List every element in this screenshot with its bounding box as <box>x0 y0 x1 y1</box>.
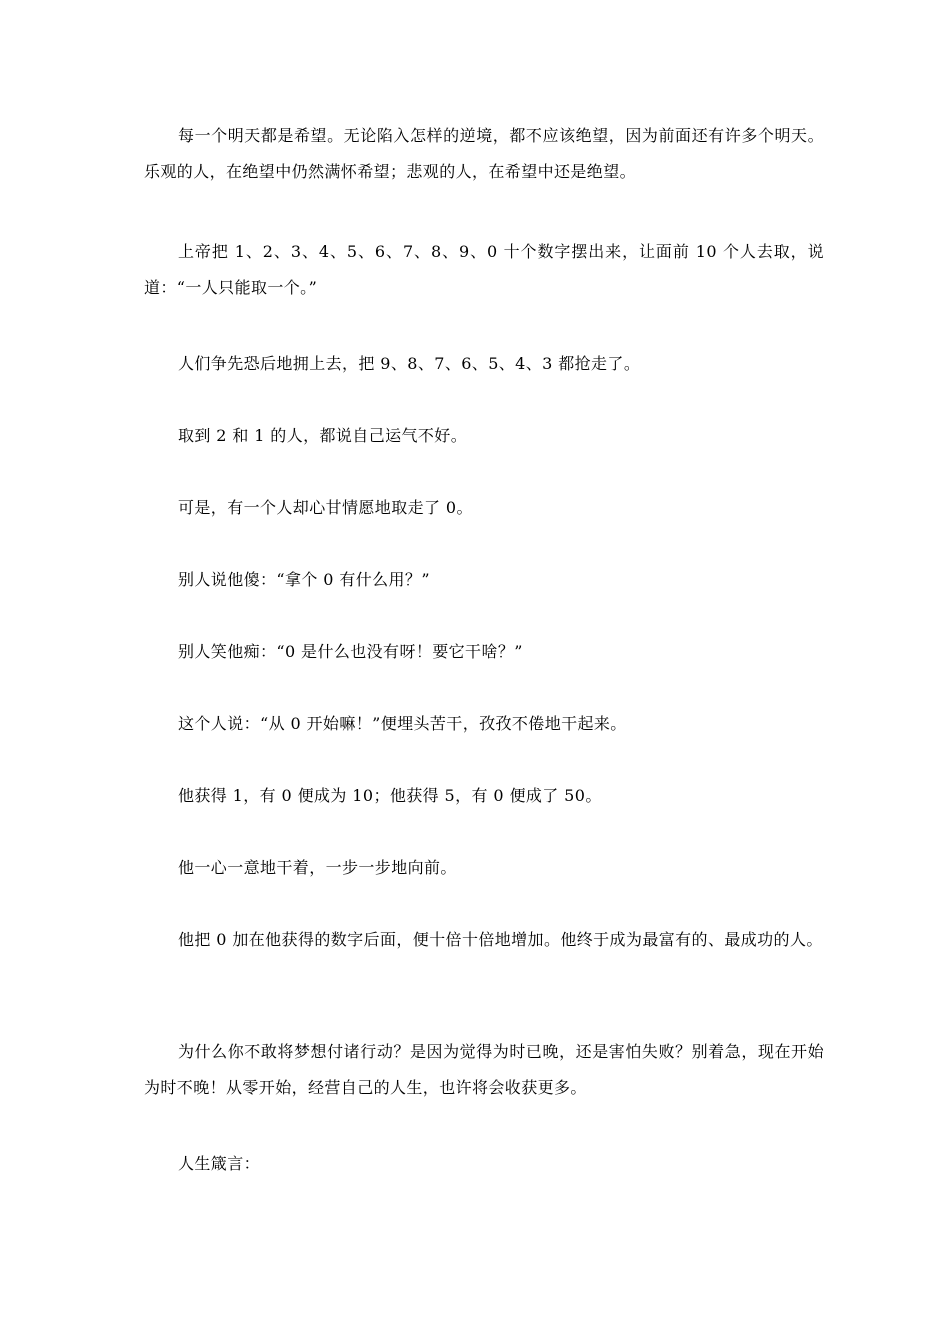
paragraph-life-motto: 人生箴言： <box>178 1154 261 1173</box>
paragraph-start-from-zero: 这个人说：“从 0 开始嘛！”便埋头苦干，孜孜不倦地干起来。 <box>178 714 627 733</box>
paragraph-hope: 每一个明天都是希望。无论陷入怎样的逆境，都不应该绝望，因为前面还有许多个明天。乐观的人，在绝望中仍然满怀希望；悲观的人，在希望中还是绝望。 <box>144 126 824 181</box>
paragraph-god-numbers: 上帝把 1、2、3、4、5、6、7、8、9、0 十个数字摆出来，让面前 10 个人去取，说道：“一人只能取一个。” <box>144 242 824 297</box>
paragraph-laughed-at: 别人笑他痴：“0 是什么也没有呀！要它干啥？” <box>178 642 523 661</box>
paragraph-took-zero: 可是，有一个人却心甘情愿地取走了 0。 <box>178 498 473 517</box>
paragraph-bad-luck: 取到 2 和 1 的人，都说自己运气不好。 <box>178 426 468 445</box>
paragraph-dream-action: 为什么你不敢将梦想付诸行动？是因为觉得为时已晚，还是害怕失败？别着急，现在开始为时不晚！从零开始，经营自己的人生，也许将会收获更多。 <box>144 1042 824 1097</box>
paragraph-richest: 他把 0 加在他获得的数字后面，便十倍十倍地增加。他终于成为最富有的、最成功的人。 <box>178 930 823 949</box>
paragraph-step-by-step: 他一心一意地干着，一步一步地向前。 <box>178 858 457 877</box>
paragraph-rush: 人们争先恐后地拥上去，把 9、8、7、6、5、4、3 都抢走了。 <box>178 354 641 373</box>
paragraph-ten-fifty: 他获得 1，有 0 便成为 10；他获得 5，有 0 便成了 50。 <box>178 786 602 805</box>
paragraph-called-fool: 别人说他傻：“拿个 0 有什么用？” <box>178 570 430 589</box>
